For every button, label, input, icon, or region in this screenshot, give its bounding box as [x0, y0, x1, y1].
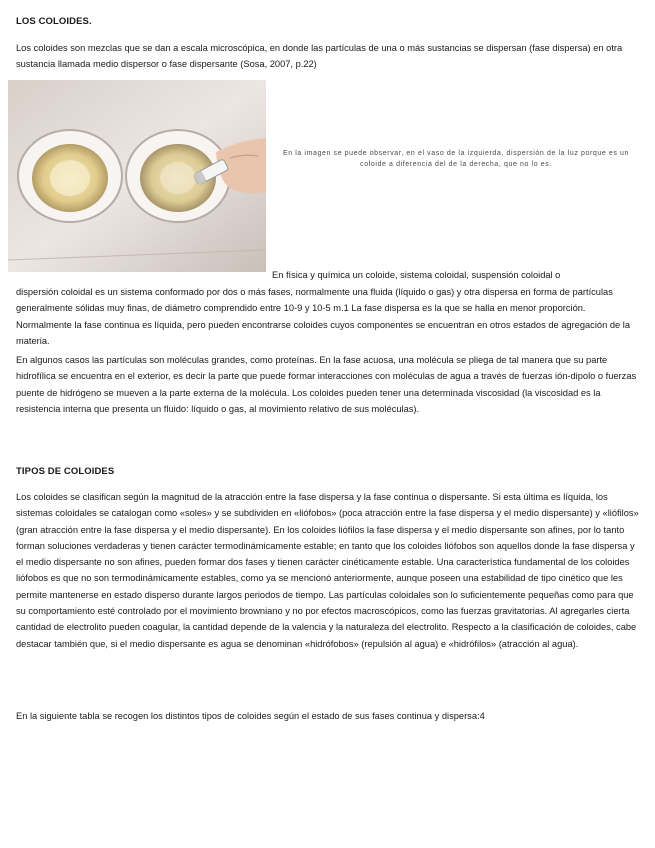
paragraph-4: En la siguiente tabla se recogen los distintos tipos de coloides según el estado de sus fases continua y dispersa:4 [16, 711, 485, 721]
paragraph-3: Los coloides se clasifican según la magnitud de la atracción entre la fase dispersa y la fase continua o dispersante. Si esta última es líquida, los sistemas coloidales se catalogan como «soles» y se subdividen en «liófobos» (poca atracción entre la fase dispersa y el medio dispersante) y «liófilos» (gran atracción entre la fase dispersa y el medio dispersante). En los coloides liófilos la fase dispersa y el medio dispersante son afines, por lo tanto forman soluciones verdaderas y tienen carácter termodinámicamente estable; en tanto que los coloides liófobos son aquellos donde la fase dispersa y el medio dispersante no son afines, pueden formar dos fases y tienen carácter cinéticamente estable. Una característica fundamental de los coloides liófobos es que no son termodinámicamente estables, como ya se mencionó anteriormente, aunque poseen una estabilidad de tipo cinético que les permite mantenerse en estado disperso durante largos periodos de tiempo. Las partículas coloidales son lo suficientemente pequeñas como para que su comportamiento esté controlado por el movimiento browniano y no por efectos macroscópicos, como las fuerzas gravitatorias. Al agregarles cierta cantidad de electrolito pueden coagular, la cantidad depende de la valencia y la naturaleza del electrolito. Respecto a la clasificación de coloides, cabe destacar también que, si el medio dispersante es agua se denominan «hidrófobos» (repulsión al agua) e «hidrófilos» (atracción al agua). [16, 492, 639, 649]
colloid-glasses-photo [8, 80, 266, 272]
glasses-illustration [8, 80, 266, 272]
image-caption: En la imagen se puede observar, en el vaso de la izquierda, dispersión de la luz porque es un coloide a diferencia del de la derecha, que no lo es. [282, 150, 630, 168]
paragraph-2: En algunos casos las partículas son moléculas grandes, como proteínas. En la fase acuosa, una molécula se pliega de tal manera que su parte hidrofílica se encuentra en el exterior, es decir la parte que puede formar interacciones con moléculas de agua a través de fuerzas ión-dipolo o fuerzas puente de hidrógeno se mueven a la parte externa de la molécula. Los coloides pueden tener una determinada viscosidad (la viscosidad es la resistencia interna que presenta un fluido: líquido o gas, al movimiento relativo de sus moléculas). [16, 355, 637, 414]
intro-paragraph: Los coloides son mezclas que se dan a escala microscópica, en donde las partículas de una o más sustancias se dispersan (fase dispersa) en otra sustancia llamada medio dispersor o fase dispersante (Sosa, 2007, p.22) [16, 43, 623, 70]
paragraph-1: dispersión coloidal es un sistema conformado por dos o más fases, normalmente una fluida (líquido o gas) y otra dispersa en forma de partículas generalmente sólidas muy finas, de diámetro comprendido entre 10-9 y 10-5 m.1 La fase dispersa es la que se halla en menor proporción. Normalmente la fase continua es líquida, pero pueden encontrarse coloides cuyos componentes se encuentran en otros estados de agregación de la materia. [16, 287, 630, 346]
paragraph-1-first-line: En física y química un coloide, sistema coloidal, suspensión coloidal o [272, 270, 561, 280]
section-heading-tipos: TIPOS DE COLOIDES [16, 466, 115, 477]
page-title: LOS COLOIDES. [16, 16, 92, 27]
